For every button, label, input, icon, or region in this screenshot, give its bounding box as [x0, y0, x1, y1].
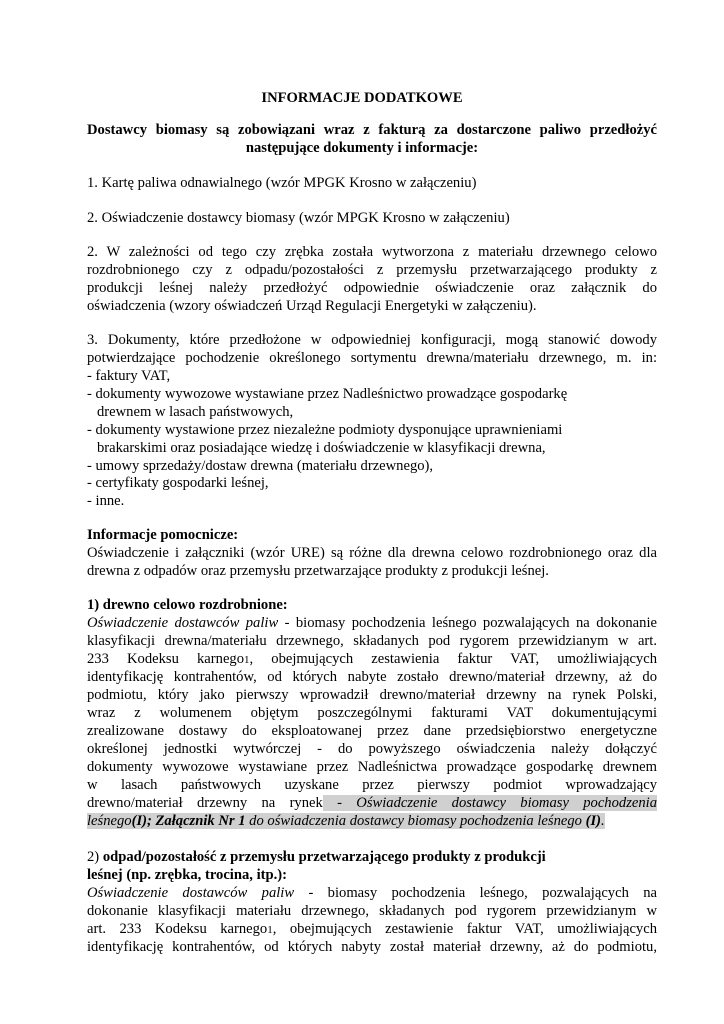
item-4-line: 3. Dokumenty, które przedłożone w odpowiedniej konfiguracji, mogą stanowić dowody — [87, 332, 657, 348]
section-2-text: , obejmujących zestawienie faktur VAT, umożliwiających — [272, 921, 657, 937]
intro-line-2: następujące dokumenty i informacje: — [245, 140, 479, 156]
section-1-line — [87, 794, 657, 812]
info-text-line: drewna z odpadów oraz przemysłu przetwarzające produkty z produkcji leśnej. — [87, 563, 549, 579]
section-1-text: 233 Kodeksu karnego — [87, 651, 245, 667]
list-item: brakarskimi oraz posiadające wiedzę i doświadczenie w klasyfikacji drewna, — [97, 440, 546, 456]
highlighted-reference — [87, 813, 605, 829]
section-1-line: identyfikację kontrahentów, od których nabyte zostało drewno/materiał drzewny, aż do — [87, 669, 657, 685]
section-1-line: dokumenty wywozowe wystawiane przez Nadleśnictwa prowadzące gospodarkę drewnem — [87, 759, 657, 775]
section-2-line — [87, 920, 657, 939]
section-2-heading-cont: leśnej (np. zrębka, trocina, itp.): — [87, 867, 287, 883]
list-item: drewnem w lasach państwowych, — [97, 404, 294, 420]
section-1-line: określonej jednostki wytwórczej - do powyższego oświadczenia należy dołączyć — [87, 741, 657, 757]
section-1-line: zrealizowane dostawy do eksploatowanej przez dane przedsiębiorstwo energetyczne — [87, 723, 657, 739]
section-2-heading-text: odpad/pozostałość z przemysłu przetwarzającego produkty z produkcji — [102, 849, 546, 865]
section-2-heading — [87, 848, 546, 866]
section-2-lead-rest: - biomasy pochodzenia leśnego, pozwalających na — [294, 885, 657, 901]
section-2-lead: Oświadczenie dostawców paliw — [87, 885, 295, 901]
list-item: - certyfikaty gospodarki leśnej, — [87, 475, 269, 491]
section-1-line: podmiotu, który jako pierwszy wprowadził drewno/materiał drzewny na rynek Polski, — [87, 687, 657, 703]
section-2-line — [87, 884, 657, 902]
section-2-number: 2) — [87, 849, 103, 865]
section-1-heading: 1) drewno celowo rozdrobnione: — [87, 597, 288, 613]
list-item: - dokumenty wywozowe wystawiane przez Nadleśnictwo prowadzące gospodarkę — [87, 386, 568, 402]
hl-text: . — [601, 813, 605, 829]
intro-line-1: Dostawcy biomasy są zobowiązani wraz z fakturą za dostarczone paliwo przedłożyć — [87, 122, 657, 138]
highlighted-reference: - Oświadczenie dostawcy biomasy pochodzenia — [322, 795, 658, 811]
section-2-line: identyfikację kontrahentów, od których nabyty został materiał drzewny, aż do podmiotu, — [87, 939, 657, 955]
list-item: - faktury VAT, — [87, 368, 171, 384]
item-3-line: oświadczenia (wzory oświadczeń Urząd Regulacji Energetyki w załączeniu). — [87, 298, 537, 314]
page-title: INFORMACJE DODATKOWE — [261, 90, 463, 106]
list-item: - dokumenty wystawione przez niezależne podmioty dysponujące uprawnieniami — [87, 422, 563, 438]
section-1-lead-rest: - biomasy pochodzenia leśnego pozwalających na dokonanie — [278, 615, 657, 631]
item-3-line: 2. W zależności od tego czy zrębka została wytworzona z materiału drzewnego celowo — [87, 244, 657, 260]
section-1-line: w lasach państwowych uzyskane przez pierwszy podmiot wprowadzający — [87, 777, 657, 793]
section-2-line: dokonanie klasyfikacji materiału drzewnego, składanych pod rygorem przewidzianym w — [87, 903, 657, 919]
footnote-ref: 1 — [244, 654, 250, 666]
list-item: - inne. — [87, 493, 125, 509]
section-1-lead: Oświadczenie dostawców paliw — [87, 615, 279, 631]
hl-text: (I); Załącznik Nr 1 — [131, 813, 246, 829]
section-2-text: art. 233 Kodeksu karnego — [87, 921, 268, 937]
info-heading: Informacje pomocnicze: — [87, 527, 239, 543]
section-1-line — [87, 650, 657, 669]
section-1-line: klasyfikacji drewna/materiału drzewnego, składanych pod rygorem przewidzianym w art. — [87, 633, 657, 649]
item-4-line: potwierdzające pochodzenie określonego sortymentu drewna/materiału drzewnego, m. in: — [87, 350, 657, 366]
hl-text: (I) — [585, 813, 601, 829]
section-1-line — [87, 614, 657, 632]
item-1: 1. Kartę paliwa odnawialnego (wzór MPGK Krosno w załączeniu) — [87, 175, 477, 191]
footnote-ref: 1 — [267, 924, 273, 936]
item-3-line: rozdrobnionego czy z odpadu/pozostałości z przemysłu przetwarzającego produkty z — [87, 262, 657, 278]
info-text-line: Oświadczenie i załączniki (wzór URE) są różne dla drewna celowo rozdrobnionego oraz dla — [87, 545, 657, 561]
hl-text: do oświadczenia dostawcy biomasy pochodzenia leśnego — [245, 813, 586, 829]
section-1-line — [87, 812, 605, 830]
list-item: - umowy sprzedaży/dostaw drewna (materiału drzewnego), — [87, 458, 434, 474]
section-1-line: wraz z wolumenem objętym poszczególnymi fakturami VAT dokumentującymi — [87, 705, 657, 721]
item-3-line: produkcji leśnej należy przedłożyć odpowiednie oświadczenie oraz załącznik do — [87, 280, 657, 296]
hl-text: leśnego — [87, 813, 132, 829]
section-1-text: drewno/materiał drzewny na rynek — [87, 795, 323, 811]
section-1-text: , obejmujących zestawienia faktur VAT, umożliwiających — [249, 651, 657, 667]
item-2: 2. Oświadczenie dostawcy biomasy (wzór MPGK Krosno w załączeniu) — [87, 210, 510, 226]
